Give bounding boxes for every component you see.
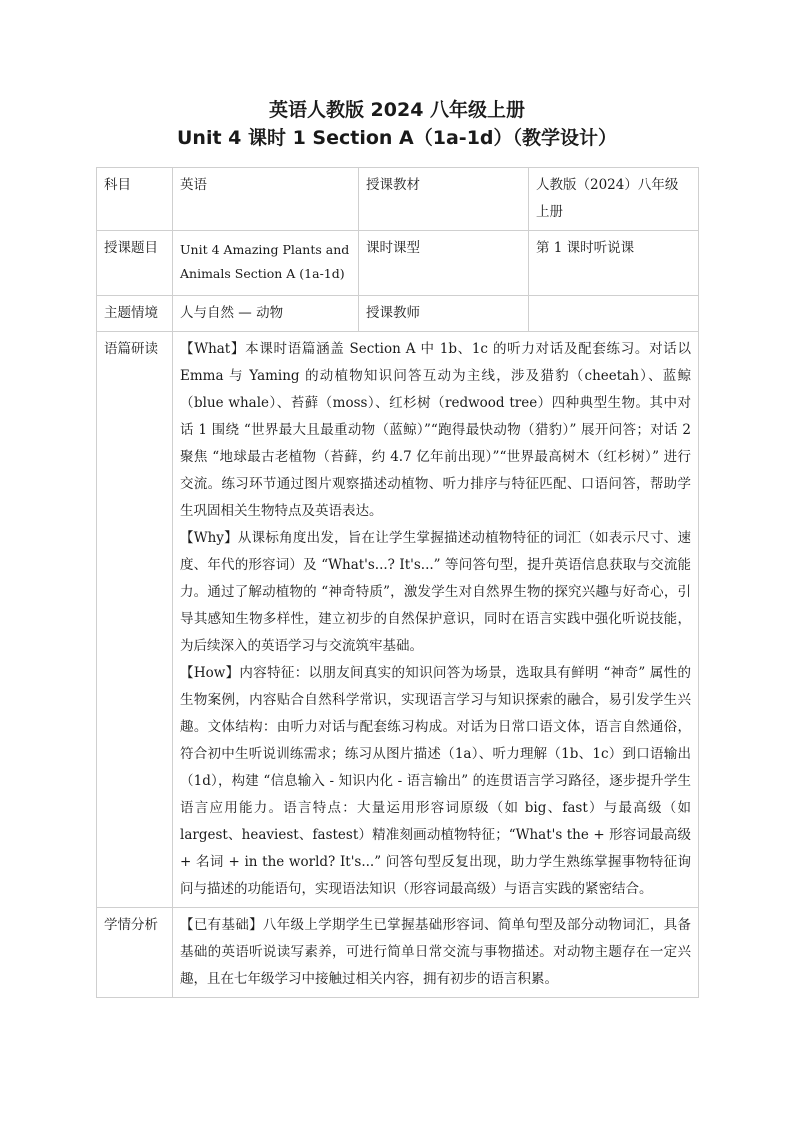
text-analysis-label: 语篇研读 (97, 332, 173, 908)
how-paragraph: 【How】内容特征：以朋友间真实的知识问答为场景，选取具有鲜明 “神奇” 属性的生物案例，内容贴合自然科学常识，实现语言学习与知识探索的融合，易引发学生兴趣。文体结构：由听力对话与配套练习构成。对话为日常口语文体，语言自然通俗，符合初中生听说训练需求；练习从图片描述（1a）、听力理解（1b、1c）到口语输出（1d），构建 “信息输入 - 知识内化 - 语言输出” 的连贯语言学习路径，逐步提升学生语言应用能力。语言特点：大量运用形容词原级（如 big、fast）与最高级（如 largest、heaviest、fastest）精准刻画动植物特征；“What's the + 形容词最高级 + 名词 + in the world? It's...” 问答句型反复出现，助力学生熟练掌握事物特征询问与描述的功能语句，实现语法知识（形容词最高级）与语言实践的紧密结合。 (180, 665, 691, 897)
student-analysis-content (173, 908, 699, 998)
prior-knowledge-paragraph: 【已有基础】八年级上学期学生已掌握基础形容词、简单句型及部分动物词汇，具备基础的英语听说读写素养，可进行简单日常交流与事物描述。对动物主题存在一定兴趣，且在七年级学习中接触过相关内容，拥有初步的语言积累。 (180, 917, 691, 987)
theme-value: 人与自然 — 动物 (173, 296, 359, 332)
topic-value: Unit 4 Amazing Plants and Animals Section A (1a-1d) (173, 231, 359, 296)
textbook-value: 人教版（2024）八年级上册 (529, 168, 699, 231)
table-row (97, 231, 699, 296)
topic-label: 授课题目 (97, 231, 173, 296)
textbook-label: 授课教材 (359, 168, 529, 231)
lesson-type-value: 第 1 课时听说课 (529, 231, 699, 296)
table-row (97, 332, 699, 908)
teacher-label: 授课教师 (359, 296, 529, 332)
teacher-value (529, 296, 699, 332)
table-row (97, 168, 699, 231)
why-paragraph: 【Why】从课标角度出发，旨在让学生掌握描述动植物特征的词汇（如表示尺寸、速度、年代的形容词）及 “What's...? It's...” 等问答句型，提升英语信息获取与交流能力。通过了解动植物的 “神奇特质”，激发学生对自然界生物的探究兴趣与好奇心，引导其感知生物多样性，建立初步的自然保护意识，同时在语言实践中强化听说技能，为后续深入的英语学习与交流筑牢基础。 (180, 530, 691, 654)
page-subtitle: Unit 4 课时 1 Section A（1a-1d）（教学设计） (176, 127, 618, 149)
text-analysis-content (173, 332, 699, 908)
theme-label: 主题情境 (97, 296, 173, 332)
page-title: 英语人教版 2024 八年级上册 (268, 99, 526, 121)
table-row (97, 908, 699, 998)
lesson-plan-table (96, 167, 699, 998)
lesson-type-label: 课时课型 (359, 231, 529, 296)
subject-value: 英语 (173, 168, 359, 231)
subject-label: 科目 (97, 168, 173, 231)
what-paragraph: 【What】本课时语篇涵盖 Section A 中 1b、1c 的听力对话及配套练习。对话以 Emma 与 Yaming 的动植物知识问答互动为主线，涉及猎豹（cheetah）、蓝鲸（blue whale）、苔藓（moss）、红杉树（redwood tree）四种典型生物。其中对话 1 围绕 “世界最大且最重动物（蓝鲸）”“跑得最快动物（猎豹）” 展开问答；对话 2 聚焦 “地球最古老植物（苔藓，约 4.7 亿年前出现）”“世界最高树木（红杉树）” 进行交流。练习环节通过图片观察描述动植物、听力排序与特征匹配、口语问答，帮助学生巩固相关生物特点及英语表达。 (180, 341, 691, 519)
student-analysis-label: 学情分析 (97, 908, 173, 998)
table-row (97, 296, 699, 332)
